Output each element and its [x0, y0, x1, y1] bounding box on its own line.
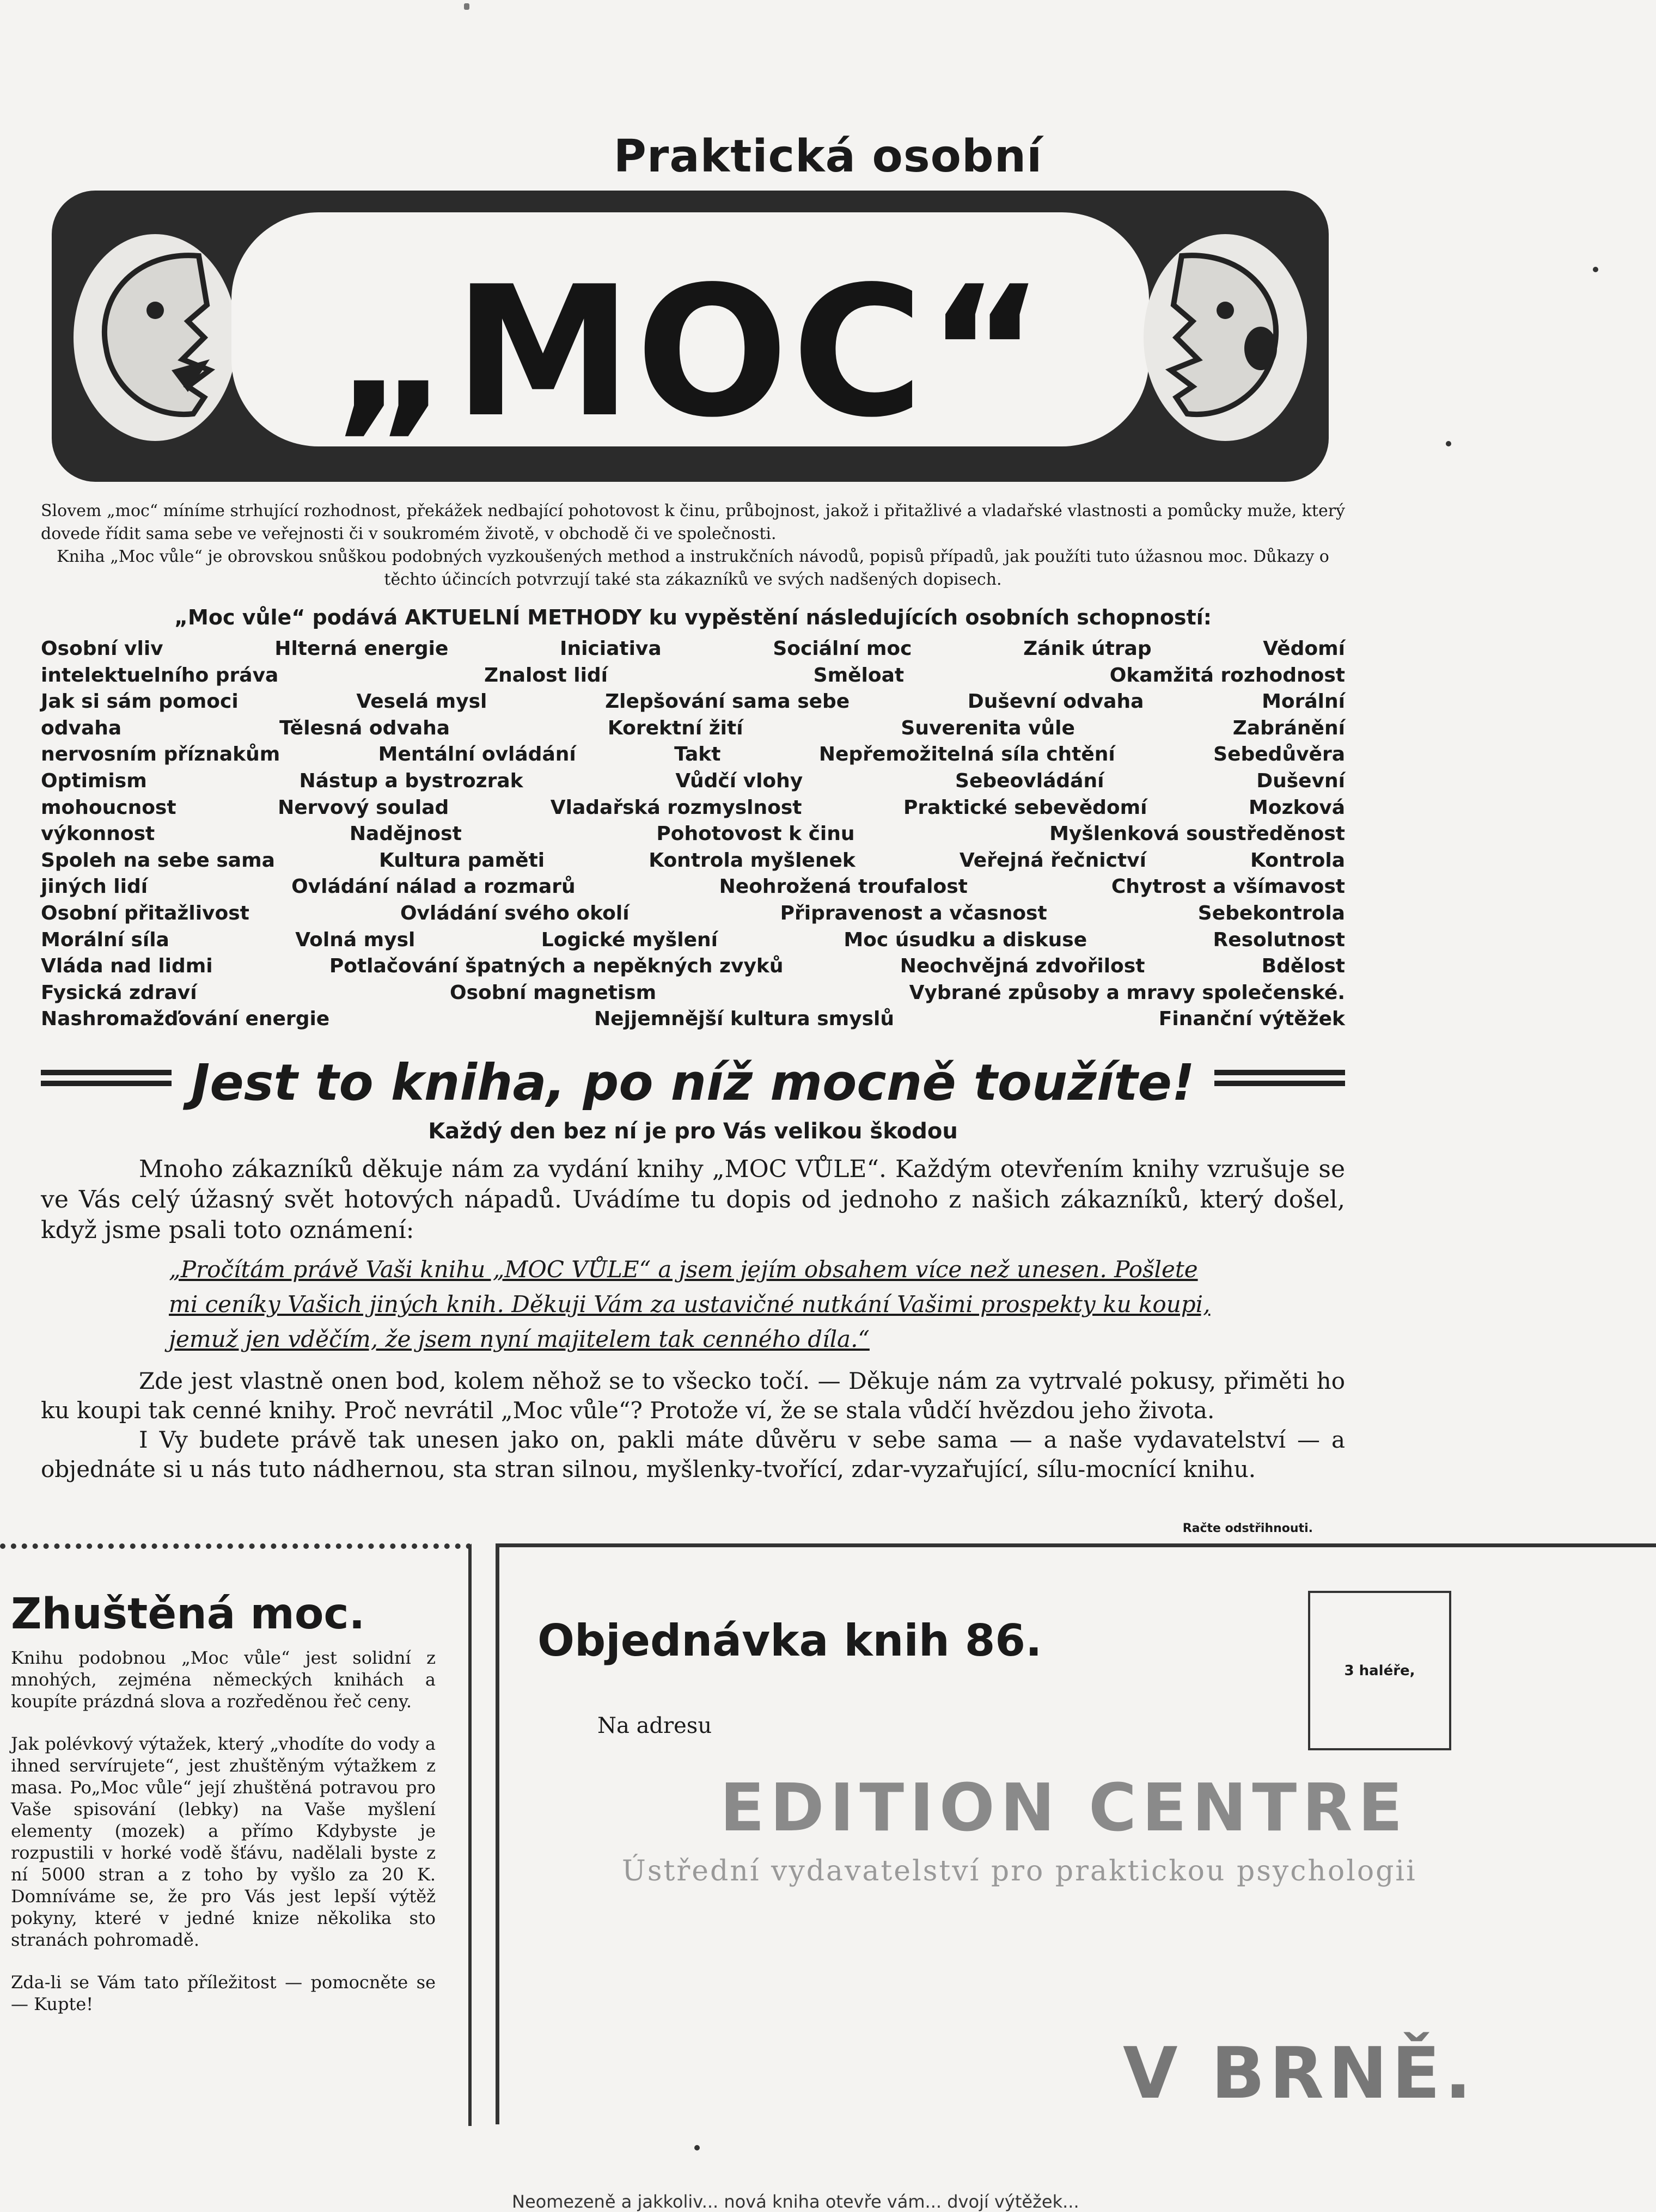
stamp-label: 3 haléře, [1344, 1662, 1415, 1679]
method-item: Iniciativa [560, 638, 662, 660]
kicker-heading: Praktická osobní [613, 131, 1043, 182]
ink-speck [694, 2145, 700, 2150]
body-paragraph-2: Zde jest vlastně onen bod, kolem něhož se to všecko točí. — Děkuje nám za vytrvalé pokusy, přiměti ho ku koupi tak cenné knihy. Proč nevrátil „Moc vůle“? Protože ví, že se stala vůdčí hvězdou jeho života. [41, 1368, 1345, 1424]
stamp-box [1308, 1591, 1451, 1750]
method-item: Duševní [1256, 769, 1345, 792]
method-item: Resolutnost [1213, 928, 1345, 951]
body-paragraph-1-text: Mnoho zákazníků děkuje nám za vydání knihy „MOC VŮLE“. Každým otevřením knihy vzrušuje se ve Vás celý úžasný svět hotových nápadů. Uvádíme tu dopis od jednoho z našich zákazníků, který došel, když jsme psali toto oznámení: [41, 1155, 1345, 1244]
method-item: Znalost lidí [484, 664, 608, 687]
publisher-city: V BRNĚ. [1123, 2032, 1476, 2115]
method-item: Neochvějná zdvořilost [900, 955, 1145, 978]
method-item: Sociální moc [773, 638, 912, 660]
method-item: Nejjemnější kultura smyslů [594, 1008, 894, 1031]
methods-row [41, 795, 1345, 822]
method-item: Bdělost [1261, 955, 1345, 978]
left-face-illustration [74, 234, 237, 441]
methods-row [41, 848, 1345, 874]
left-paragraph-2: Jak polévkový výtažek, který „vhodíte do vody a ihned servírujete“, jest zhuštěným výtažkem z masa. Po„Moc vůle“ její zhuštěná potravou pro Vaše spisování (lebky) na Vaše myšlení elementy (mozek) a přímo Kdybyste je rozpustili v horké vodě šťávu, nadělali byste z ní 5000 stran a z toho by vyšlo za 20 K. Domníváme se, že pro Vás jest lepší výtěž pokyny, které v jedné knize několika sto stranách pohromadě. [11, 1733, 436, 1950]
method-item: Nashromažďování energie [41, 1008, 330, 1031]
method-item: Veselá mysl [356, 690, 487, 713]
method-item: Vybrané způsoby a mravy společenské. [909, 981, 1345, 1004]
slogan-rule-right [1214, 1070, 1345, 1097]
method-item: Nervový soulad [278, 796, 449, 819]
method-item: Fysická zdraví [41, 981, 197, 1004]
methods-row [41, 742, 1345, 768]
address-label: Na adresu [597, 1713, 712, 1738]
method-item: Osobní vliv [41, 638, 163, 660]
method-item: Myšlenková soustředěnost [1049, 823, 1345, 845]
method-item: Kultura paměti [378, 849, 545, 872]
methods-row [41, 874, 1345, 900]
slogan-band [41, 1053, 1345, 1113]
methods-row [41, 953, 1345, 980]
subheading: Každý den bez ní je pro Vás velikou škodou [428, 1119, 958, 1144]
method-item: Optimism [41, 769, 147, 792]
method-item: jiných lidí [41, 875, 148, 898]
methods-row [41, 689, 1345, 715]
left-column-title: Zhuštěná moc. [11, 1590, 365, 1639]
ink-speck [1446, 441, 1451, 446]
method-item: Připravenost a včasnost [780, 902, 1047, 924]
intro-text [41, 500, 1345, 591]
method-item: Směloat [813, 664, 905, 687]
method-item: Pohotovost k činu [656, 823, 855, 845]
method-item: Chytrost a všímavost [1111, 875, 1345, 898]
method-item: Logické myšlení [541, 928, 718, 951]
method-item: Suverenita vůle [901, 716, 1075, 739]
method-item: Zabránění [1232, 716, 1345, 739]
method-item: mohoucnost [41, 796, 176, 819]
method-item: Takt [674, 743, 721, 766]
method-item: Mentální ovládání [378, 743, 576, 766]
method-item: Nadějnost [349, 823, 462, 845]
order-coupon[interactable] [496, 1543, 1656, 2124]
method-item: Sebeovládání [955, 769, 1104, 792]
method-item: Sebedůvěra [1213, 743, 1345, 766]
body-paragraphs-2 [41, 1367, 1345, 1484]
publisher-name: EDITION CENTRE [720, 1770, 1408, 1846]
method-item: Vláda nad lidmi [41, 955, 213, 978]
method-item: Kontrola myšlenek [649, 849, 856, 872]
methods-list [41, 636, 1345, 1033]
methods-row [41, 768, 1345, 795]
method-item: Korektní žití [607, 716, 743, 739]
method-item: odvaha [41, 716, 122, 739]
methods-row [41, 900, 1345, 927]
method-item: Ovládání svého okolí [400, 902, 630, 924]
ink-speck [1593, 267, 1598, 272]
method-item: Nástup a bystrozrak [299, 769, 523, 792]
method-item: Vladařská rozmyslnost [550, 796, 802, 819]
left-paragraph-1: Knihu podobnou „Moc vůle“ jest solidní z mnohých, zejména německých knihách a koupíte prázdná slova a rozředěnou řeč ceny. [11, 1647, 436, 1712]
method-item: Hlterná energie [274, 638, 449, 660]
method-item: Volná mysl [295, 928, 415, 951]
method-item: Nepřemožitelná síla chtění [818, 743, 1115, 766]
method-item: Tělesná odvaha [279, 716, 450, 739]
method-item: Moc úsudku a diskuse [844, 928, 1087, 951]
methods-row [41, 663, 1345, 689]
slogan: Jest to kniha, po níž mocně toužíte! [191, 1053, 1195, 1112]
method-item: Zlepšování sama sebe [605, 690, 850, 713]
method-item: Sebekontrola [1197, 902, 1345, 924]
method-item: Okamžitá rozhodnost [1109, 664, 1345, 687]
method-item: Praktické sebevědomí [903, 796, 1147, 819]
method-item: Vůdčí vlohy [675, 769, 803, 792]
left-paragraph-3: Zda-li se Vám tato příležitost — pomocněte se — Kupte! [11, 1972, 436, 2014]
method-item: Morální [1262, 690, 1345, 713]
methods-row [41, 980, 1345, 1007]
methods-row [41, 715, 1345, 742]
method-item: výkonnost [41, 823, 155, 845]
footer-cutoff-text: Neomezeně a jakkoliv... nová kniha otevře vám... dvojí výtěžek... [512, 2191, 1079, 2212]
method-item: Potlačování špatných a nepěkných zvyků [329, 955, 784, 978]
banner-title: „MOC“ [332, 248, 1048, 457]
left-column-text [11, 1647, 436, 2036]
method-item: Vědomí [1263, 638, 1345, 660]
methods-row [41, 1006, 1345, 1033]
method-item: Kontrola [1250, 849, 1345, 872]
method-item: nervosním příznakům [41, 743, 280, 766]
method-item: Spoleh na sebe sama [41, 849, 275, 872]
methods-row [41, 821, 1345, 848]
order-title: Objednávka knih 86. [537, 1615, 1042, 1666]
method-item: Ovládání nálad a rozmarů [291, 875, 576, 898]
cut-note: Račte odstřihnouti. [1182, 1522, 1313, 1535]
method-item: intelektuelního práva [41, 664, 279, 687]
customer-quote: „Pročítám právě Vaši knihu „MOC VŮLE“ a jsem jejím obsahem více než unesen. Pošlete mi ceníky Vašich jiných knih. Děkuji Vám za ustavičné nutkání Vašimi prospekty ku koupi, jemuž jen vděčím, že jsem nyní majitelem tak cenného díla.“ [169, 1256, 1211, 1352]
publisher-subtitle: Ústřední vydavatelství pro praktickou psychologii [622, 1855, 1417, 1888]
method-item: Osobní magnetism [449, 981, 657, 1004]
method-item: Zánik útrap [1023, 638, 1152, 660]
method-item: Finanční výtěžek [1158, 1008, 1345, 1031]
methods-row [41, 927, 1345, 954]
method-item: Veřejná řečnictví [959, 849, 1146, 872]
intro-line-1: Slovem „moc“ míníme strhující rozhodnost, překážek nedbající pohotovost k činu, průbojnost, jakož i přitažlivé a vladařské vlastnosti a pomůcky muže, který dovede řídit sama sebe ve veřejnosti či v soukromém životě, v obchodě či ve společnosti. [41, 501, 1345, 543]
left-column [0, 1543, 472, 2126]
method-item: Mozková [1249, 796, 1345, 819]
method-item: Osobní přitažlivost [41, 902, 249, 924]
right-face-illustration [1144, 234, 1307, 441]
body-paragraph-3: I Vy budete právě tak unesen jako on, pakli máte důvěru v sebe sama — a naše vydavatelství — a objednáte si u nás tuto nádhernou, sta stran silnou, myšlenky-tvořící, zdar-vyzařující, sílu-mocnící knihu. [41, 1426, 1345, 1482]
moc-banner [52, 191, 1329, 482]
method-item: Duševní odvaha [967, 690, 1144, 713]
ink-speck [464, 3, 469, 10]
method-item: Jak si sám pomoci [41, 690, 239, 713]
body-paragraph-1 [41, 1154, 1345, 1246]
slogan-rule-left [41, 1070, 172, 1097]
banner-panel [231, 212, 1149, 457]
methods-heading: „Moc vůle“ podává AKTUELNÍ METHODY ku vypěstění následujících osobních schopností: [174, 605, 1212, 629]
method-item: Morální síla [41, 928, 169, 951]
intro-line-2: Kniha „Moc vůle“ je obrovskou snůškou podobných vyzkoušených method a instrukčních návodů, popisů případů, jak použíti tuto úžasnou moc. Důkazy o těchto účincích potvrzují také sta zákazníků ve svých nadšených dopisech. [57, 547, 1329, 589]
method-item: Neohrožená troufalost [719, 875, 968, 898]
methods-row [41, 636, 1345, 663]
